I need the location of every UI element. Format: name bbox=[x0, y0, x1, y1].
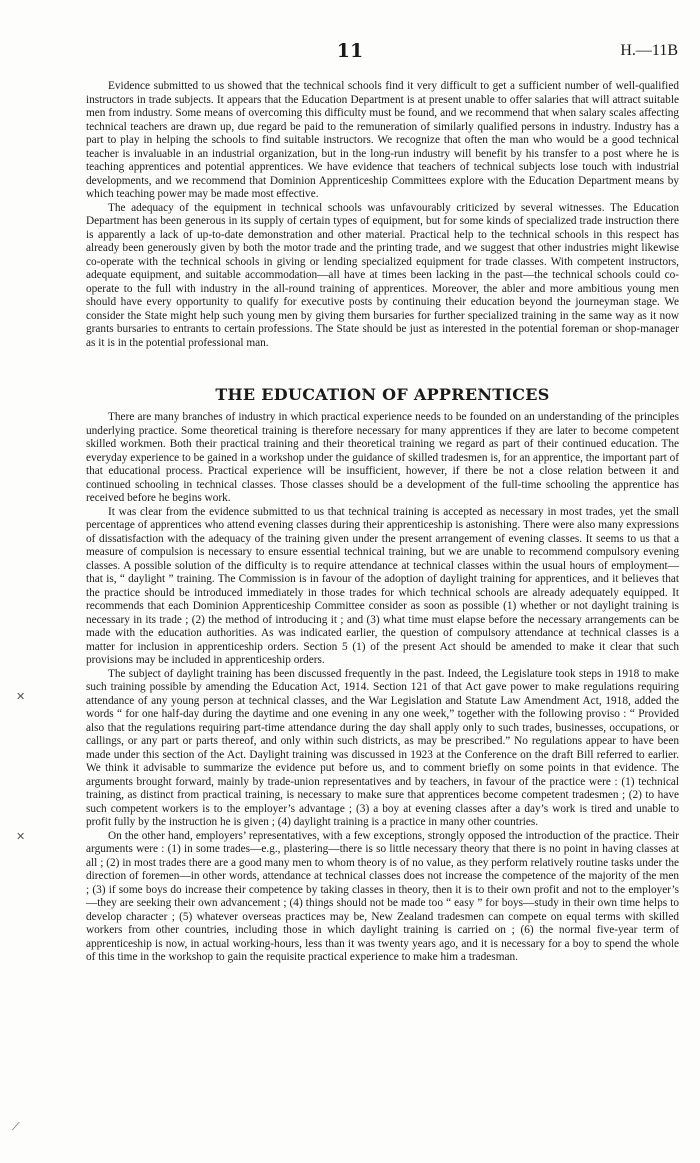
paragraph: There are many branches of industry in which practical experience needs to be founded on an understanding of the principles underlying practice. Some theoretical training is therefore necessary for many apprentices if they are later to become competent skilled workmen. Both their practical training and their theoretical training we regard as part of their continued education. The everyday experience to be gained in a workshop under the guidance of skilled tradesmen is, for an apprentice, the important part of that educational process. Practical experience will be insufficient, however, if there be not a close relation between it and continued schooling in technical classes. Those classes should be a development of the full-time schooling the apprentice has received before he begins work. bbox=[86, 411, 679, 504]
paragraph: It was clear from the evidence submitted to us that technical training is accepted as necessary in most trades, yet the small percentage of apprentices who attend evening classes during their apprenticeship is astonishing. There were also many expressions of dissatisfaction with the adequacy of the training given under the present arrangement of evening classes. It seems to us that a measure of compulsion is necessary to ensure essential technical training, but we are unable to recommend compulsory evening classes. A possible solution of the difficulty is to require attendance at technical classes within the usual hours of employment—that is, “ daylight ” training. The Commission is in favour of the adoption of daylight training for apprentices, and it believes that the practice should be introduced immediately in those trades for which technical schools are already adequately equipped. It recommends that each Dominion Apprenticeship Committee consider as soon as possible (1) whether or not daylight training is necessary in its trade ; (2) the method of introducing it ; and (3) what time must elapse before the necessary arrangements can be made with the education authorities. As was indicated earlier, the question of compulsory attendance at technical classes is a matter for inclusion in apprenticeship orders. Section 5 (1) of the present Act should be amended to make it clear that such provisions may be included in apprenticeship orders. bbox=[86, 505, 679, 666]
margin-mark-icon: ✕ bbox=[16, 690, 26, 703]
page-number: 11 bbox=[336, 40, 364, 62]
paragraph: Evidence submitted to us showed that the technical schools find it very difficult to get a sufficient number of well-qualified instructors in trade subjects. It appears that the Education Department is at present unable to offer salaries that will attract suitable men from industry. Some means of overcoming this difficulty must be found, and we recommend that when salary scales affecting technical teachers are drawn up, due regard be paid to the remuneration of similarly qualified persons in industry. Industry has a part to play in helping the schools to find suitable instructors. We recognize that often the man who would be a good technical teacher is invaluable in an industrial organization, but in the long-run industry will benefit by his transfer to a post where he is teaching apprentices and potential apprentices. We have evidence that teachers of technical subjects lose touch with industrial developments, and we recommend that Dominion Apprenticeship Committees explore with the Education Department means by which teaching power may be made most effective. bbox=[86, 80, 679, 200]
paragraph: On the other hand, employers’ representatives, with a few exceptions, strongly opposed the introduction of the practice. Their arguments were : (1) in some trades—e.g., plastering—there is so little necessary theory that there is no point in having classes at all ; (2) in most trades there are a good many men to whom theory is of no value, as they perform relatively routine tasks under the direction of foremen—in other words, attendance at technical classes does not increase the competence of the majority of the men ; (3) if some boys do increase their competence by taking classes in theory, then it is to their own profit and not to the employer’s—they are seeking their own advancement ; (4) things should not be made too “ easy ” for boys—study in their own time helps to develop character ; (5) whatever overseas practices may be, New Zealand tradesmen can compete on equal terms with skilled workers from other countries, including those in which daylight training is carried on ; (6) the normal five-year term of apprenticeship is now, in actual working-hours, less than it was twenty years ago, and it is necessary for a boy to spend the whole of this time in the workshop to gain the requisite practical experience to make him a tradesman. bbox=[86, 829, 679, 963]
paragraph: The subject of daylight training has been discussed frequently in the past. Indeed, the Legislature took steps in 1918 to make such training possible by amending the Education Act, 1914. Section 121 of that Act gave power to make regulations requiring attendance of any young person at technical classes, and the War Legislation and Statute Law Amendment Act, 1918, added the words “ for one half-day during the daytime and one evening in any one week,” together with the following proviso : “ Provided also that the regulations requiring part-time attendance during the day shall apply only to such trades, businesses, occupations, or callings, or any part or parts thereof, and only within such districts, as may be prescribed.” No regulations appear to have been made under this section of the Act. Daylight training was discussed in 1923 at the Conference on the draft Bill referred to earlier. We think it advisable to summarize the evidence put before us, and to comment briefly on some points in that evidence. The arguments brought forward, mainly by trade-union representatives and by teachers, in favour of the practice were : (1) technical training, as distinct from practical training, is necessary to make sure that apprentices become competent tradesmen ; (2) to have such competent workers is to the employer’s advantage ; (3) a boy at evening classes after a day’s work is tired and unable to profit fully by the instruction he is given ; (4) daylight training is a practice in many other countries. bbox=[86, 667, 679, 828]
paragraph: The adequacy of the equipment in technical schools was unfavourably criticized by several witnesses. The Education Department has been generous in its supply of certain types of equipment, but for some kinds of specialized trade instruction there is apparently a lack of up-to-date demonstration and other material. Practical help to the technical schools in this respect has already been generously given by both the motor trade and the printing trade, and we suggest that other industries might likewise co-operate with the technical schools in giving or lending specialized equipment for trade classes. With competent instructors, adequate equipment, and suitable accommodation—all have at times been lacking in the past—the technical schools could co-operate to the full with industry in the all-round training of apprentices. Moreover, the abler and more ambitious young men should have every opportunity to qualify for executive posts by continuing their education beyond the journeyman stage. We consider the State might help such young men by giving them bursaries for further specialized training in the same way as it now grants bursaries to entrants to certain professions. The State should be just as interested in the potential foreman or shop-manager as it is in the potential professional man. bbox=[86, 201, 679, 349]
section-intro-text bbox=[86, 80, 679, 350]
section-heading: THE EDUCATION OF APPRENTICES bbox=[215, 385, 550, 404]
section-apprentices-text bbox=[86, 411, 679, 965]
document-code: H.—11B bbox=[620, 42, 678, 59]
margin-mark-icon: ✕ bbox=[16, 830, 26, 843]
margin-mark-icon: ⟋ bbox=[12, 1120, 20, 1133]
